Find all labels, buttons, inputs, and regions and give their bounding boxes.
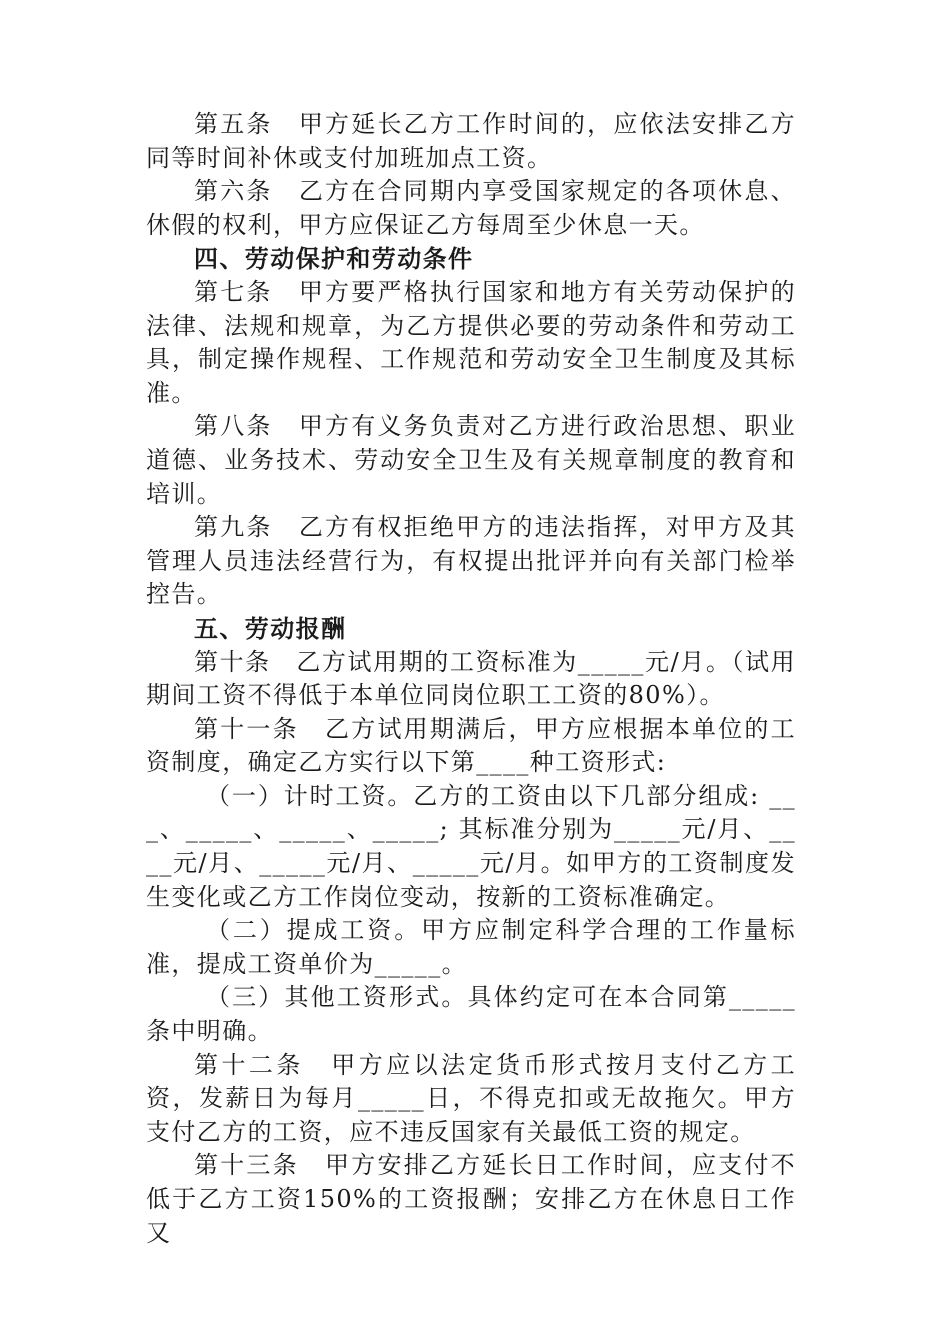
article-9: 第九条 乙方有权拒绝甲方的违法指挥，对甲方及其管理人员违法经营行为，有权提出批评并向有关部门检举控告。 — [146, 513, 796, 609]
section-heading-5: 五、劳动报酬 — [194, 613, 347, 643]
article-5: 第五条 甲方延长乙方工作时间的，应依法安排乙方同等时间补休或支付加班加点工资。 — [146, 110, 796, 172]
article-11: 第十一条 乙方试用期满后，甲方应根据本单位的工资制度，确定乙方实行以下第____种工资形式: — [146, 714, 796, 777]
article-13: 第十三条 甲方安排乙方延长日工作时间，应支付不低于乙方工资150%的工资报酬；安排乙方在休息日工作又 — [146, 1151, 796, 1247]
wage-form-item-1: （一）计时工资。乙方的工资由以下几部分组成: ___、_____、_____、_____; 其标准分别为_____元/月、____元/月、_____元/月、_____元/月。如甲方的工资制度发生变化或乙方工作岗位变动，按新的工资标准确定。 — [146, 781, 796, 911]
article-12: 第十二条 甲方应以法定货币形式按月支付乙方工资，发薪日为每月_____日，不得克扣或无故拖欠。甲方支付乙方的工资，应不违反国家有关最低工资的规定。 — [146, 1050, 796, 1146]
article-7: 第七条 甲方要严格执行国家和地方有关劳动保护的法律、法规和规章，为乙方提供必要的劳动条件和劳动工具，制定操作规程、工作规范和劳动安全卫生制度及其标准。 — [146, 277, 796, 407]
article-10: 第十条 乙方试用期的工资标准为_____元/月。（试用期间工资不得低于本单位同岗位职工工资的80%）。 — [146, 647, 796, 710]
wage-form-item-3: （三）其他工资形式。具体约定可在本合同第_____条中明确。 — [146, 983, 796, 1046]
document-page — [146, 108, 796, 1250]
article-6: 第六条 乙方在合同期内享受国家规定的各项休息、休假的权利，甲方应保证乙方每周至少休息一天。 — [146, 177, 796, 239]
article-8: 第八条 甲方有义务负责对乙方进行政治思想、职业道德、业务技术、劳动安全卫生及有关规章制度的教育和培训。 — [146, 412, 796, 508]
section-heading-4: 四、劳动保护和劳动条件 — [194, 244, 474, 274]
wage-form-item-2: （二）提成工资。甲方应制定科学合理的工作量标准，提成工资单价为_____。 — [146, 916, 796, 978]
